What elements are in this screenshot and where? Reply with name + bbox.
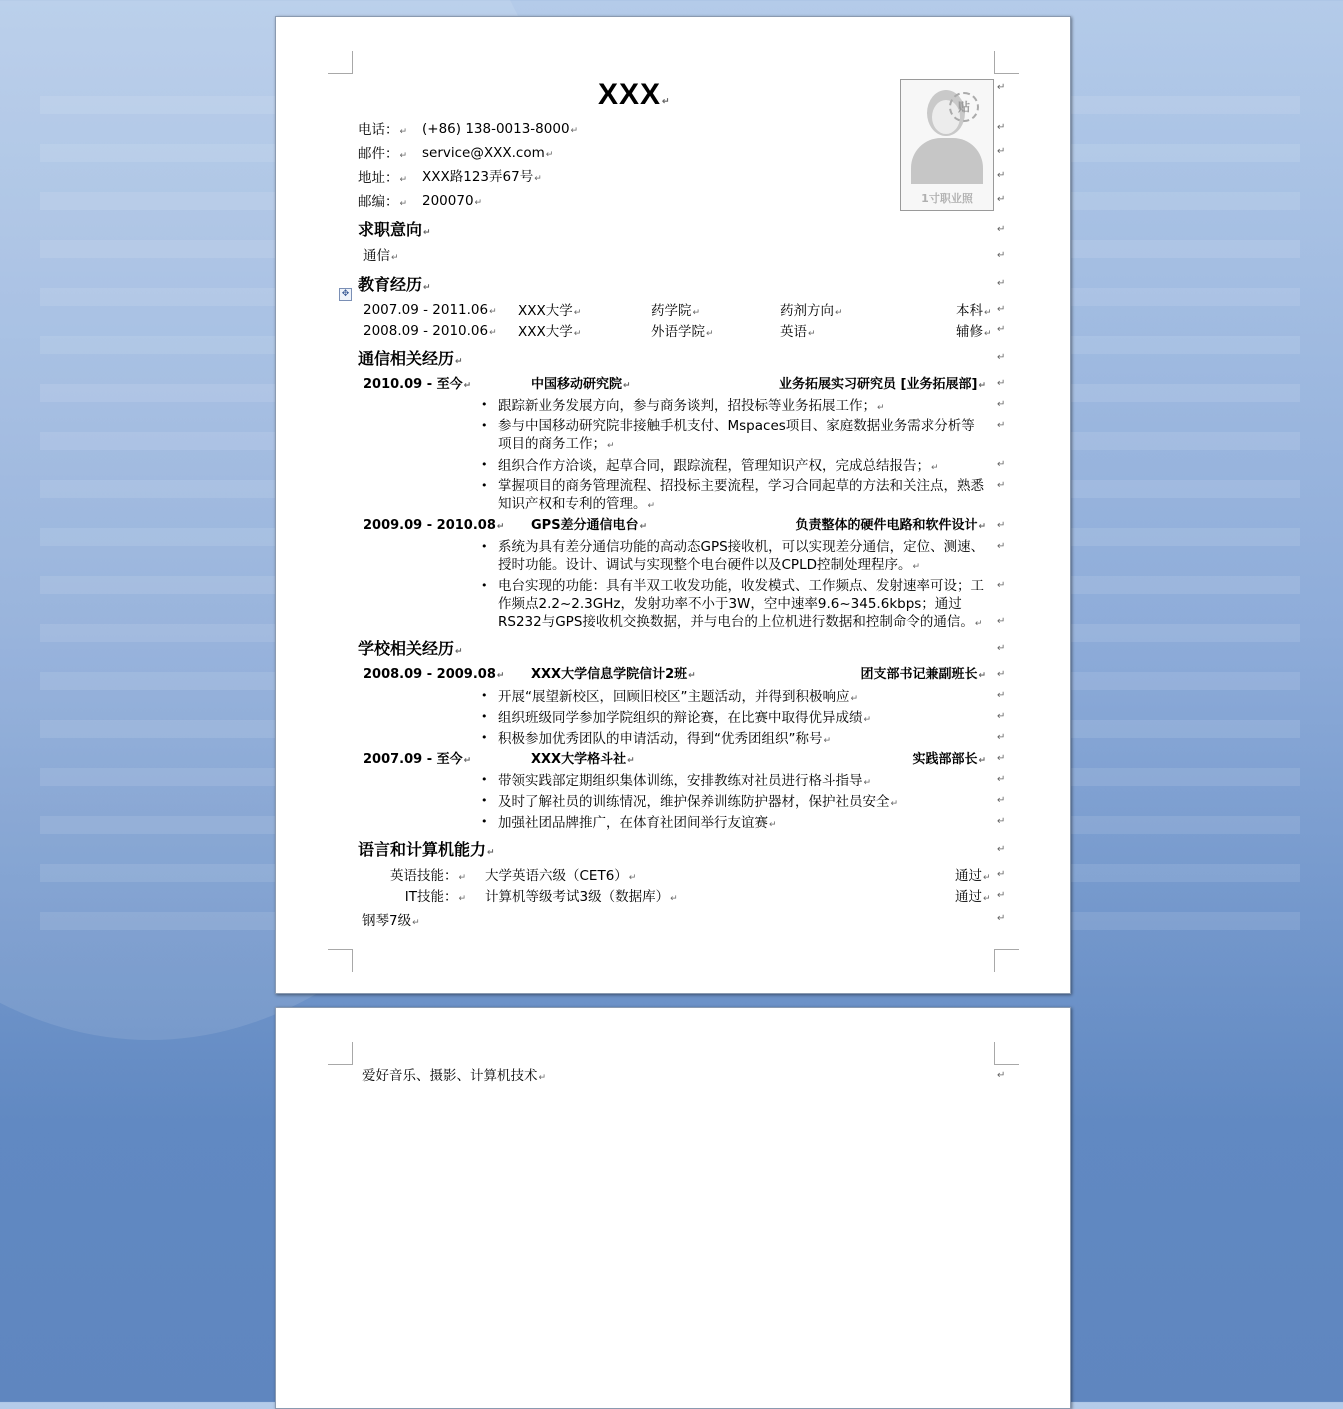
end-of-cell-mark: ↵ — [997, 170, 1006, 181]
avatar-body — [911, 138, 983, 184]
bullet-icon: • — [481, 398, 488, 411]
end-of-cell-mark: ↵ — [997, 795, 1006, 806]
end-of-cell-mark: ↵ — [997, 753, 1006, 764]
exp-organization[interactable]: XXX大学格斗社↵ — [531, 752, 635, 767]
end-of-cell-mark: ↵ — [997, 732, 1006, 743]
exp-bullet[interactable]: 积极参加优秀团队的申请活动，得到“优秀团组织”称号↵ — [498, 731, 832, 747]
skill-status[interactable]: 通过↵ — [955, 868, 991, 884]
exp-bullet[interactable]: 电台实现的功能：具有半双工收发功能，收发模式、工作频点、发射速率可设；工作频点2.2~2.3GHz，发射功率不小于3W，空中速率9.6~345.6kbps；通过RS232与GPS接收机交换数据，并与电台的上位机进行数据和控制命令的通信。↵ — [498, 578, 984, 630]
section-heading-school-experience[interactable]: 学校相关经历↵ — [358, 639, 463, 658]
bullet-icon: • — [481, 479, 488, 492]
edu-period[interactable]: 2008.09 - 2010.06↵ — [363, 323, 497, 339]
end-of-cell-mark: ↵ — [997, 304, 1006, 315]
end-of-cell-mark: ↵ — [997, 869, 1006, 880]
exp-bullet[interactable]: 开展“展望新校区，回顾旧校区”主题活动，并得到积极响应↵ — [498, 689, 859, 705]
end-of-cell-mark: ↵ — [997, 224, 1006, 235]
edu-school[interactable]: XXX大学↵ — [518, 303, 582, 319]
contact-address-label[interactable]: 地址：↵ — [358, 170, 408, 186]
bullet-icon: • — [481, 419, 488, 432]
edu-major[interactable]: 英语↵ — [780, 324, 816, 340]
end-of-cell-mark: ↵ — [997, 324, 1006, 335]
crop-mark — [994, 949, 1019, 972]
exp-role[interactable]: 团支部书记兼副班长↵ — [860, 667, 986, 682]
end-of-cell-mark: ↵ — [997, 378, 1006, 389]
crop-mark — [328, 1042, 353, 1065]
photo-placeholder[interactable] — [900, 79, 994, 211]
skill-label[interactable]: 英语技能：↵ — [389, 868, 466, 884]
contact-zip-label[interactable]: 邮编：↵ — [358, 194, 408, 210]
exp-period[interactable]: 2009.09 - 2010.08↵ — [363, 518, 505, 533]
end-of-cell-mark: ↵ — [997, 194, 1006, 205]
end-of-cell-mark: ↵ — [997, 122, 1006, 133]
crop-mark — [994, 51, 1019, 74]
end-of-cell-mark: ↵ — [997, 480, 1006, 491]
end-of-cell-mark: ↵ — [997, 580, 1006, 591]
document-page-2[interactable] — [275, 1007, 1071, 1409]
exp-bullet[interactable]: 参与中国移动研究院非接触手机支付、Mspaces项目、家庭数据业务需求分析等项目的商务工作；↵ — [498, 418, 975, 452]
end-of-cell-mark: ↵ — [997, 711, 1006, 722]
exp-bullet[interactable]: 组织班级同学参加学院组织的辩论赛，在比赛中取得优异成绩↵ — [498, 710, 872, 726]
end-of-cell-mark: ↵ — [997, 541, 1006, 552]
end-of-cell-mark: ↵ — [997, 250, 1006, 261]
skill-label[interactable]: IT技能：↵ — [404, 889, 466, 905]
bullet-icon: • — [481, 794, 488, 807]
skill-status[interactable]: 通过↵ — [955, 889, 991, 905]
clipped-text-line — [358, 905, 998, 915]
end-of-cell-mark: ↵ — [997, 420, 1006, 431]
exp-role[interactable]: 负责整体的硬件电路和软件设计↵ — [795, 518, 986, 533]
crop-mark — [994, 1042, 1019, 1065]
end-of-cell-mark: ↵ — [997, 399, 1006, 410]
section-heading-objective[interactable]: 求职意向↵ — [358, 220, 431, 239]
end-of-cell-mark: ↵ — [997, 146, 1006, 157]
end-of-cell-mark: ↵ — [997, 816, 1006, 827]
end-of-cell-mark: ↵ — [997, 913, 1006, 924]
exp-bullet[interactable]: 及时了解社员的训练情况，维护保养训练防护器材，保护社员安全↵ — [498, 794, 899, 810]
exp-role[interactable]: 业务拓展实习研究员 [业务拓展部]↵ — [779, 377, 986, 392]
end-of-cell-mark: ↵ — [997, 1070, 1006, 1081]
end-of-cell-mark: ↵ — [997, 890, 1006, 901]
exp-bullet[interactable]: 加强社团品牌推广，在体育社团间举行友谊赛↵ — [498, 815, 777, 831]
contact-address-value[interactable]: XXX路123弄67号↵ — [422, 169, 542, 185]
end-of-cell-mark: ↵ — [997, 844, 1006, 855]
exp-bullet[interactable]: 掌握项目的商务管理流程、招投标主要流程，学习合同起草的方法和关注点，熟悉知识产权和专利的管理。↵ — [498, 478, 984, 512]
skill-extra[interactable]: 钢琴7级↵ — [362, 913, 420, 929]
edu-degree[interactable]: 辅修↵ — [956, 324, 992, 340]
skill-value[interactable]: 计算机等级考试3级（数据库）↵ — [485, 889, 678, 905]
bullet-icon: • — [481, 689, 488, 702]
edu-college[interactable]: 药学院↵ — [651, 303, 701, 319]
contact-zip-value[interactable]: 200070↵ — [422, 193, 483, 209]
exp-organization[interactable]: GPS差分通信电台↵ — [531, 518, 648, 533]
end-of-cell-mark: ↵ — [997, 669, 1006, 680]
bullet-icon: • — [481, 773, 488, 786]
end-of-cell-mark: ↵ — [997, 459, 1006, 470]
contact-email-value[interactable]: service@XXX.com↵ — [422, 145, 554, 161]
contact-phone-value[interactable]: (+86) 138-0013-8000↵ — [422, 121, 579, 137]
end-of-cell-mark: ↵ — [997, 520, 1006, 531]
end-of-cell-mark: ↵ — [997, 774, 1006, 785]
end-of-cell-mark: ↵ — [997, 616, 1006, 627]
end-of-cell-mark: ↵ — [997, 82, 1006, 93]
bullet-icon: • — [481, 710, 488, 723]
document-page-1[interactable] — [275, 16, 1071, 994]
bullet-icon: • — [481, 579, 488, 592]
edu-school[interactable]: XXX大学↵ — [518, 324, 582, 340]
section-heading-skills[interactable]: 语言和计算机能力↵ — [358, 840, 495, 859]
bullet-icon: • — [481, 731, 488, 744]
crop-mark — [328, 51, 353, 74]
exp-bullet[interactable]: 组织合作方洽谈，起草合同，跟踪流程，管理知识产权，完成总结报告；↵ — [498, 458, 939, 474]
exp-period[interactable]: 2010.09 - 至今↵ — [363, 377, 472, 392]
contact-email-label[interactable]: 邮件：↵ — [358, 146, 408, 162]
objective-value[interactable]: 通信↵ — [363, 248, 399, 264]
edu-major[interactable]: 药剂方向↵ — [780, 303, 843, 319]
paste-stamp-icon: 贴 — [949, 92, 979, 122]
table-move-handle-icon[interactable]: ✥ — [339, 288, 352, 301]
crop-mark — [328, 949, 353, 972]
exp-role[interactable]: 实践部部长↵ — [912, 752, 986, 767]
contact-phone-label[interactable]: 电话：↵ — [358, 122, 408, 138]
end-of-cell-mark: ↵ — [997, 690, 1006, 701]
section-heading-comm-experience[interactable]: 通信相关经历↵ — [358, 349, 463, 368]
exp-bullet[interactable]: 带领实践部定期组织集体训练，安排教练对社员进行格斗指导↵ — [498, 773, 872, 789]
bullet-icon: • — [481, 815, 488, 828]
exp-organization[interactable]: 中国移动研究院↵ — [531, 377, 631, 392]
end-of-cell-mark: ↵ — [997, 643, 1006, 654]
end-of-cell-mark: ↵ — [997, 352, 1006, 363]
edu-college[interactable]: 外语学院↵ — [651, 324, 714, 340]
exp-period[interactable]: 2007.09 - 至今↵ — [363, 752, 472, 767]
bullet-icon: • — [481, 540, 488, 553]
exp-period[interactable]: 2008.09 - 2009.08↵ — [363, 667, 505, 682]
end-of-cell-mark: ↵ — [997, 278, 1006, 289]
bullet-icon: • — [481, 458, 488, 471]
skill-value[interactable]: 大学英语六级（CET6）↵ — [485, 868, 637, 884]
candidate-name[interactable]: XXX↵ — [598, 78, 671, 111]
exp-organization[interactable]: XXX大学信息学院信计2班↵ — [531, 667, 696, 682]
hobbies-text[interactable]: 爱好音乐、摄影、计算机技术↵ — [362, 1068, 547, 1084]
section-heading-education[interactable]: 教育经历↵ — [358, 275, 431, 294]
photo-caption: 1寸职业照 — [921, 192, 973, 205]
edu-period[interactable]: 2007.09 - 2011.06↵ — [363, 302, 497, 318]
exp-bullet[interactable]: 系统为具有差分通信功能的高动态GPS接收机，可以实现差分通信，定位、测速、授时功能。设计、调试与实现整个电台硬件以及CPLD控制处理程序。↵ — [498, 539, 985, 573]
exp-bullet[interactable]: 跟踪新业务发展方向，参与商务谈判，招投标等业务拓展工作；↵ — [498, 398, 885, 414]
edu-degree[interactable]: 本科↵ — [956, 303, 992, 319]
